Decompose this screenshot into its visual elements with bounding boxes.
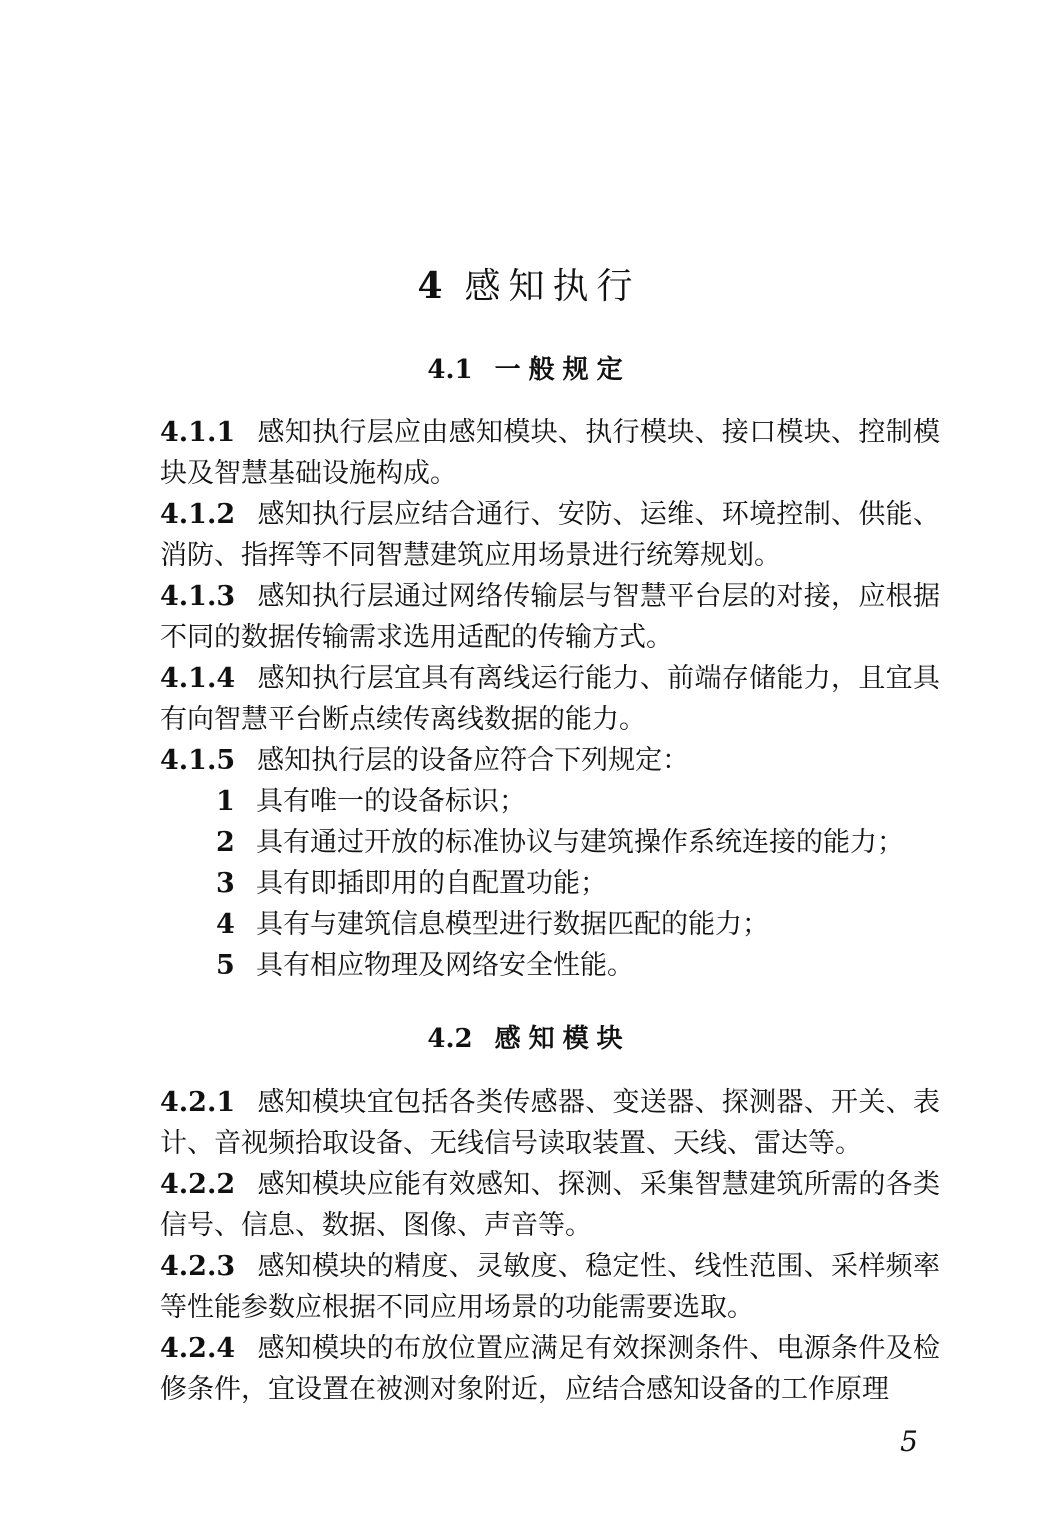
clause-text: 感知执行层通过网络传输层与智慧平台层的对接，应根据不同的数据传输需求选用适配的传输方式。 [160, 581, 940, 653]
item-text: 具有即插即用的自配置功能； [256, 868, 607, 899]
section-title-4-1 [0, 352, 1058, 388]
clause-text: 感知执行层应由感知模块、执行模块、接口模块、控制模块及智慧基础设施构成。 [160, 417, 940, 489]
clause-4-1-2 [160, 494, 940, 576]
item-number: 3 [216, 868, 235, 899]
section-4-1-body [160, 412, 940, 986]
clause-number: 4.2.2 [160, 1169, 236, 1200]
clause-text: 感知模块应能有效感知、探测、采集智慧建筑所需的各类信号、信息、数据、图像、声音等。 [160, 1169, 940, 1241]
section-number: 4.2 [427, 1024, 473, 1054]
clause-number: 4.2.3 [160, 1251, 236, 1282]
chapter-number: 4 [417, 265, 443, 307]
clause-number: 4.2.1 [160, 1087, 236, 1118]
clause-4-1-1 [160, 412, 940, 494]
item-number: 5 [216, 950, 235, 981]
list-item [216, 945, 940, 986]
clause-number: 4.1.1 [160, 417, 236, 448]
clause-number: 4.1.3 [160, 581, 236, 612]
section-number: 4.1 [427, 355, 473, 385]
section-title-4-2 [0, 1021, 1058, 1057]
clause-text: 感知执行层应结合通行、安防、运维、环境控制、供能、消防、指挥等不同智慧建筑应用场景进行统筹规划。 [160, 499, 940, 571]
clause-4-2-3 [160, 1246, 940, 1328]
section-4-2-body [160, 1082, 940, 1410]
item-number: 4 [216, 909, 235, 940]
clause-number: 4.1.4 [160, 663, 236, 694]
list-item [216, 904, 940, 945]
section-title-text: 感知模块 [494, 1024, 631, 1054]
clause-4-1-5 [160, 740, 940, 781]
clause-4-1-3 [160, 576, 940, 658]
item-text: 具有唯一的设备标识； [256, 786, 526, 817]
item-number: 1 [216, 786, 235, 817]
list-item [216, 781, 940, 822]
section-title-text: 一般规定 [494, 355, 631, 385]
item-text: 具有通过开放的标准协议与建筑操作系统连接的能力； [256, 827, 904, 858]
page-number: 5 [900, 1425, 918, 1458]
clause-4-2-1 [160, 1082, 940, 1164]
clause-text: 感知执行层宜具有离线运行能力、前端存储能力，且宜具有向智慧平台断点续传离线数据的能力。 [160, 663, 940, 735]
clause-text: 感知模块的布放位置应满足有效探测条件、电源条件及检修条件，宜设置在被测对象附近，应结合感知设备的工作原理 [160, 1333, 940, 1405]
clause-4-2-2 [160, 1164, 940, 1246]
clause-number: 4.1.5 [160, 745, 236, 776]
clause-text: 感知模块宜包括各类传感器、变送器、探测器、开关、表计、音视频拾取设备、无线信号读取装置、天线、雷达等。 [160, 1087, 940, 1159]
clause-4-1-4 [160, 658, 940, 740]
item-number: 2 [216, 827, 235, 858]
list-item [216, 822, 940, 863]
chapter-title [0, 262, 1058, 311]
list-item [216, 863, 940, 904]
clause-number: 4.1.2 [160, 499, 236, 530]
item-text: 具有与建筑信息模型进行数据匹配的能力； [256, 909, 769, 940]
clause-text: 感知执行层的设备应符合下列规定： [257, 745, 690, 776]
clause-number: 4.2.4 [160, 1333, 236, 1364]
clause-text: 感知模块的精度、灵敏度、稳定性、线性范围、采样频率等性能参数应根据不同应用场景的功能需要选取。 [160, 1251, 940, 1323]
clause-4-2-4 [160, 1328, 940, 1410]
item-text: 具有相应物理及网络安全性能。 [256, 950, 634, 981]
chapter-title-text: 感知执行 [464, 266, 641, 307]
